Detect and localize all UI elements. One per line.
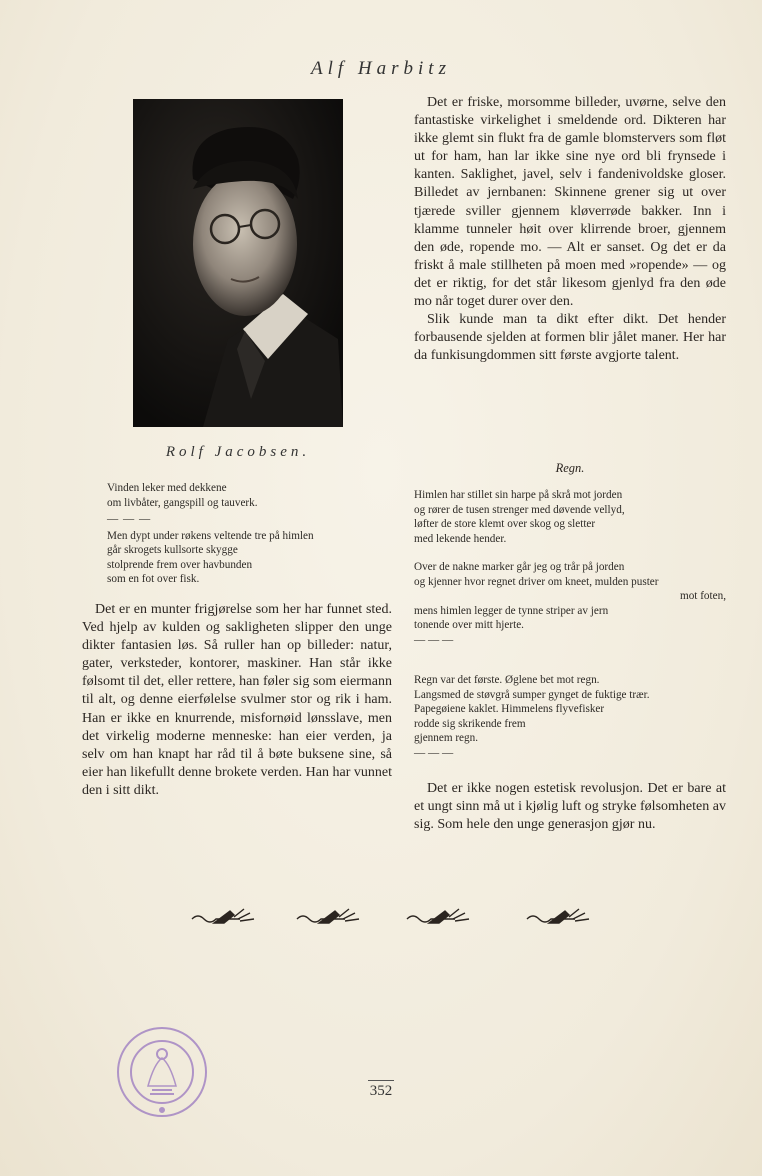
decorative-ornaments [190,905,620,931]
portrait-photo [133,99,343,427]
library-stamp-icon [114,1024,210,1120]
separator: — — — [107,513,152,525]
poem-line: som en fot over fisk. [107,573,200,585]
portrait-illustration [133,99,343,427]
poem-line: Himlen har stillet sin harpe på skrå mot jorden [414,489,623,501]
poem-line: og kjenner hvor regnet driver om kneet, mulden puster [414,575,659,588]
poem-line: og rører de tusen strenger med døvende vellyd, [414,503,625,516]
paragraph: Det er friske, morsomme billeder, uvørne, selve den fantastiske virkelighet i smeldende ord. Dikteren har ikke glemt sin flukt fra de gamle blomstervers som fløt ut for ham, han lar ikke sine nye ord bli frynsede i kanten. Saklighet, javel, selv i fandenivoldske gloser. Billedet av jernbanen: Skinnene grener sig ut over tjærede sviller gjennem kløverrøde bakker. Inn i klamme tunneler høit over klirrende broer, gjennem den øde, ropende mo. — Alt er sanset. Og det er da friskt å male stillheten på moen med »ropende» — og det er riktig, for det står likesom gjenlyd fra den øde mo når toget durer over den. [414,95,726,310]
page-number-text: 352 [369,1083,393,1099]
poem-line: rodde sig skrikende frem [414,717,526,730]
ornament-icon [192,909,254,923]
poem-line: Over de nakne marker går jeg og trår på jorden [414,561,625,573]
poem-line: tonende over mitt hjerte. [414,619,524,631]
poem-excerpt-left [107,481,377,587]
page-number-rule [368,1080,394,1081]
paragraph: Det er ikke nogen estetisk revolusjon. Det er bare at et ungt sinn må ut i kjølig luft og stryke følsomheten av sig. Som hele den unge generasjon gjør nu. [414,781,726,833]
left-column-prose [82,601,392,800]
poem-line: om livbåter, gangspill og tauverk. [107,496,258,509]
poem-line: mens himlen legger de tynne striper av jern [414,604,609,617]
poem-stanza [414,673,726,760]
poem-line: mot foten, [680,590,726,602]
right-column-prose [414,94,726,365]
separator: — — — [414,633,454,646]
paragraph: Slik kunde man ta dikt efter dikt. Det hender forbausende sjelden at formen blir jålet maner. Her har da funkisungdommen sitt første avgjorte talent. [414,312,726,364]
photo-caption: Rolf Jacobsen. [165,444,311,460]
paragraph: Det er en munter frigjørelse som her har funnet sted. Ved hjelp av kulden og sakligheten slipper den unge dikter fantasien løs. Så ruller han op billeder: natur, gater, verksteder, kontorer, maskiner. Han står ikke følsomt til det, eller rettere, han føler sig som eiermann til alt, og denne eierfølelse svulmer stor og rik i ham. Han er ikke en knurrende, misfornøid lønsslave, men det virkelig moderne menneske: han eier verden, ja selv om han knapt har råd til å bøte buksene sine, så eier han likefullt denne brokete verden. Han har vunnet den i sitt dikt. [82,602,392,798]
page-header: Alf Harbitz [311,58,451,79]
separator: — — — [414,746,454,759]
poem-line: stolprende frem over havbunden [107,558,253,571]
poem-line: løfter de store klemt over skog og sletter [414,518,596,530]
ornament-icon [407,909,469,923]
poem-title: Regn. [555,461,585,475]
poem-line: med lekende hender. [414,532,507,545]
page-number [0,1080,762,1100]
poem-line: Vinden leker med dekkene [107,482,227,494]
ornament-icon [297,909,359,923]
poem-regn [414,488,726,774]
poem-line: Papegøiene kaklet. Himmelens flyvefisker [414,703,605,715]
poem-stanza [414,488,726,546]
poem-line: Regn var det første. Øglene bet mot regn. [414,674,600,686]
poem-line: gjennem regn. [414,732,478,744]
right-column-prose-end [414,780,726,834]
poem-line: Langsmed de støvgrå sumper gynget de fuktige trær. [414,688,650,701]
ornament-icon [527,909,589,923]
poem-stanza [414,560,726,647]
poem-line: Men dypt under røkens veltende tre på himlen [107,529,314,542]
poem-line: går skrogets kullsorte skygge [107,544,238,556]
